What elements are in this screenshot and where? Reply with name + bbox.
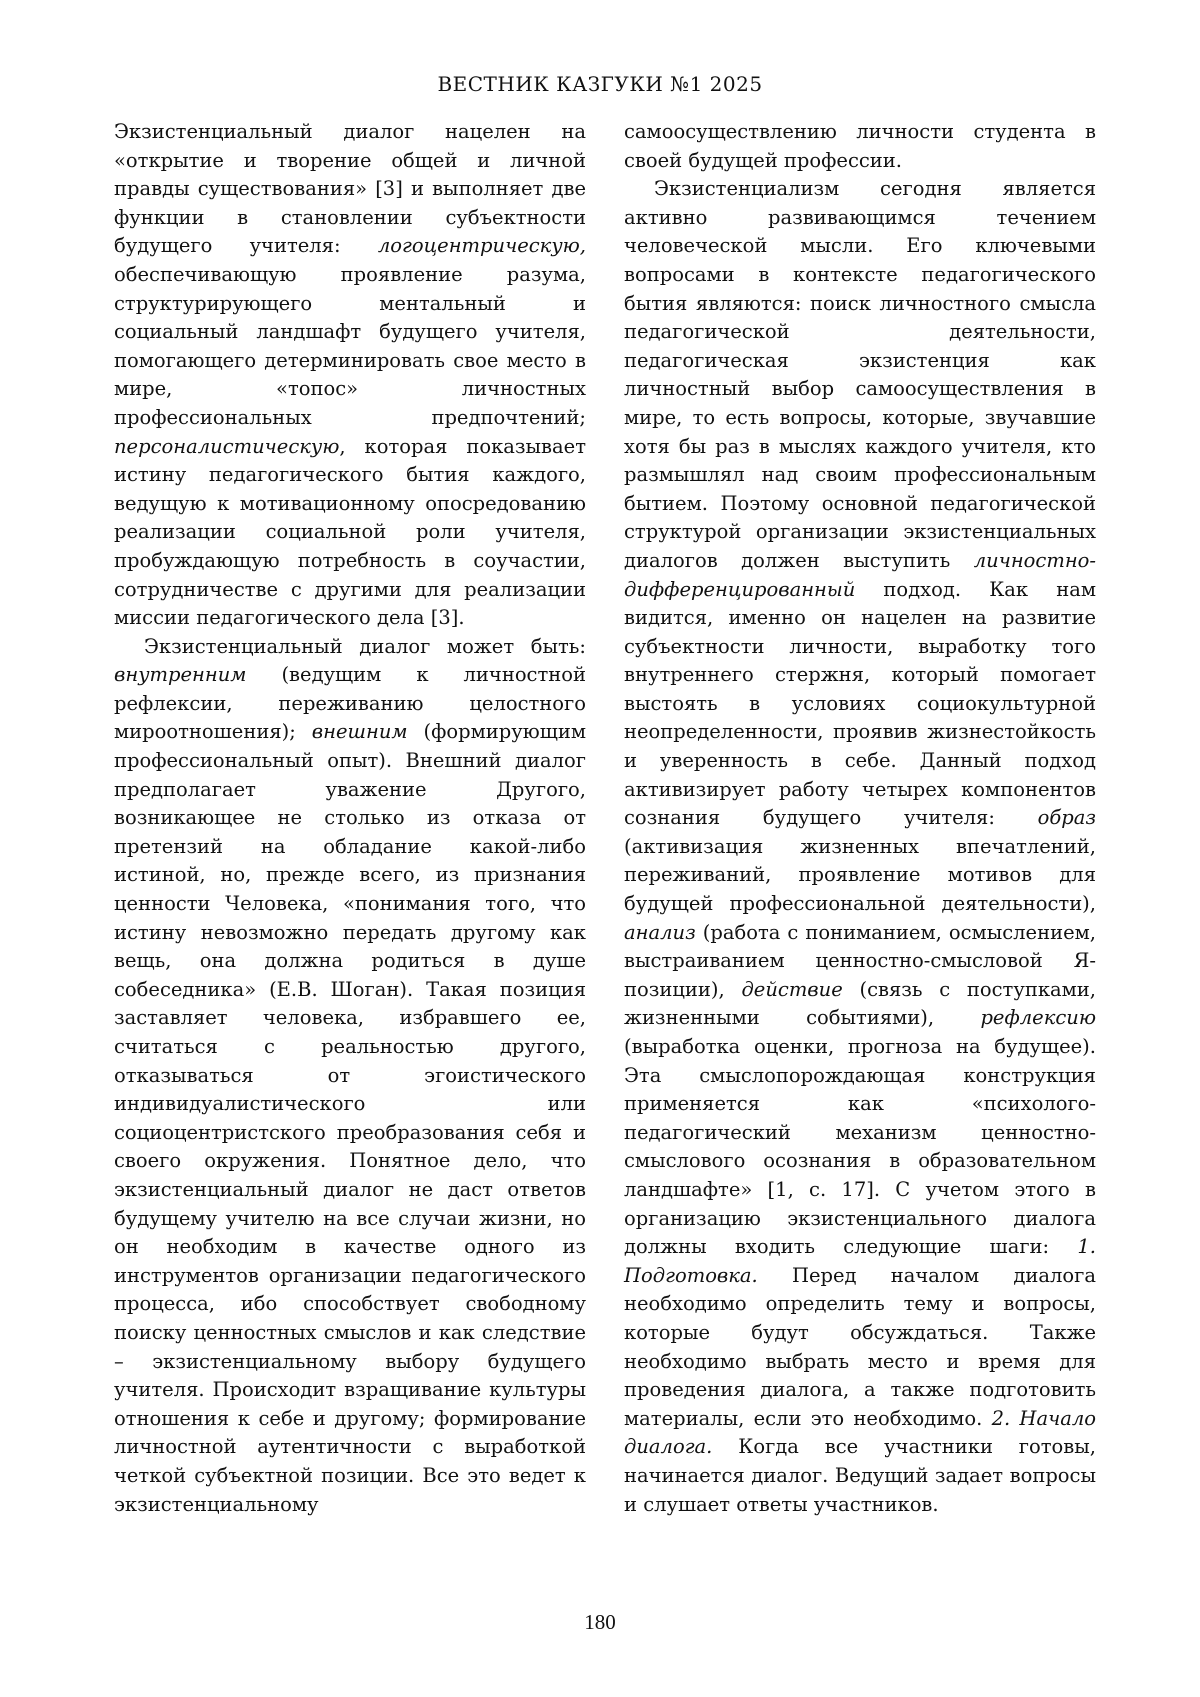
italic-term-analysis: анализ bbox=[624, 920, 696, 944]
paragraph-left-1 bbox=[114, 118, 586, 633]
italic-term-personalistic: персоналистическую bbox=[114, 434, 340, 458]
paragraph-right-2 bbox=[624, 175, 1096, 1519]
italic-term-reflection: рефлексию bbox=[980, 1006, 1096, 1030]
text-run: (связь с поступками, жизненными событиями), bbox=[624, 977, 1096, 1030]
right-column bbox=[624, 118, 1096, 1519]
italic-step-start: 2. Начало диалога. bbox=[624, 1406, 1096, 1459]
text-run: Перед началом диалога необходимо определить тему и вопросы, которые будут обсуждаться. Также необходимо выбрать место и время для проведения диалога, а также подготовить материалы, если это необходимо. bbox=[624, 1263, 1096, 1430]
running-header: ВЕСТНИК КАЗГУКИ №1 2025 bbox=[437, 72, 763, 96]
italic-step-preparation: 1. Подготовка. bbox=[624, 1235, 1096, 1287]
text-run: (работа с пониманием, осмыслением, выстраиванием ценностно-смысловой Я-позиции), bbox=[624, 920, 1096, 1001]
page-number: 180 bbox=[584, 1610, 616, 1634]
italic-term-action: действие bbox=[741, 977, 843, 1001]
italic-term-image: образ bbox=[1037, 806, 1096, 830]
text-run: Экзистенциальный диалог может быть: bbox=[144, 634, 586, 658]
italic-term-differentiated: личностно-дифференцированный bbox=[624, 548, 1096, 601]
left-column bbox=[114, 118, 586, 1519]
text-run: подход. Как нам видится, именно он нацелен на развитие субъектности личности, выработку того внутреннего стержня, который помогает выстоять в условиях социокультурной неопределенности, проявив жизнестойкость и уверенность в себе. Данный подход активизирует работу четырех компонентов сознания будущего учителя: bbox=[624, 577, 1096, 830]
text-run: (формирующим профессиональный опыт). Внешний диалог предполагает уважение Другого, возникающее не столько из отказа от претензий на обладание какой-либо истиной, но, прежде всего, из признания ценности Человека, «понимания того, что истину невозможно передать другому как вещь, она должна родиться в душе собеседника» (Е.В. Шоган). Такая позиция заставляет человека, избравшего ее, считаться с реальностью другого, отказываться от эгоистического индивидуалистического или социоцентристского преобразования себя и своего окружения. Понятное дело, что экзистенциальный диалог не даст ответов будущему учителю на все случаи жизни, но он необходим в качестве одного из инструментов организации педагогического процесса, ибо способствует свободному поиску ценностных смыслов и как следствие – экзистенциальному выбору будущего учителя. Происходит взращивание культуры отношения к себе и другому; формирование личностной аутентичности с выработкой четкой субъектной позиции. Все это ведет к экзистенциальному bbox=[114, 720, 586, 1516]
text-run: Экзистенциализм сегодня является активно развивающимся течением человеческой мысли. Его ключевыми вопросами в контексте педагогического бытия являются: поиск личностного смысла педагогической деятельности, педагогическая экзистенция как личностный выбор самоосуществления в мире, то есть вопросы, которые, звучавшие хотя бы раз в мыслях каждого учителя, кто размышлял над своим профессиональным бытием. Поэтому основной педагогической структурой организации экзистенциальных диалогов должен выступить bbox=[624, 177, 1096, 572]
text-run: (выработка оценки, прогноза на будущее). Эта смыслопорождающая конструкция применяется как «психолого-педагогический механизм ценностно-смыслового осознания в образовательном ландшафте» [1, с. 17]. С учетом этого в организацию экзистенциального диалога должны входить следующие шаги: bbox=[624, 1035, 1096, 1259]
italic-term-external: внешним bbox=[311, 720, 408, 744]
text-run: Экзистенциальный диалог нацелен на «открытие и творение общей и личной правды существования» [3] и выполняет две функции в становлении субъектности будущего учителя: bbox=[114, 120, 586, 258]
text-run: , которая показывает истину педагогического бытия каждого, ведущую к мотивационному опосредованию реализации социальной роли учителя, пробуждающую потребность в соучастии, сотрудничестве с другими для реализации миссии педагогического дела [3]. bbox=[114, 434, 586, 630]
italic-term-logocentric: логоцентрическую, bbox=[377, 234, 586, 258]
paragraph-right-1: самоосуществлению личности студента в своей будущей профессии. bbox=[624, 120, 1096, 172]
text-run: Когда все участники готовы, начинается диалог. Ведущий задает вопросы и слушает ответы участников. bbox=[624, 1435, 1096, 1516]
text-run: (активизация жизненных впечатлений, переживаний, проявление мотивов для будущей профессиональной деятельности), bbox=[624, 834, 1096, 916]
paragraph-left-2 bbox=[114, 633, 586, 1519]
text-run: (ведущим к личностной рефлексии, переживанию целостного мироотношения); bbox=[114, 663, 586, 744]
text-run: обеспечивающую проявление разума, структурирующего ментальный и социальный ландшафт будущего учителя, помогающего детерминировать свое место в мире, «топос» личностных профессиональных предпочтений; bbox=[114, 262, 586, 429]
two-column-body bbox=[114, 118, 1096, 1519]
italic-term-internal: внутренним bbox=[114, 663, 247, 687]
